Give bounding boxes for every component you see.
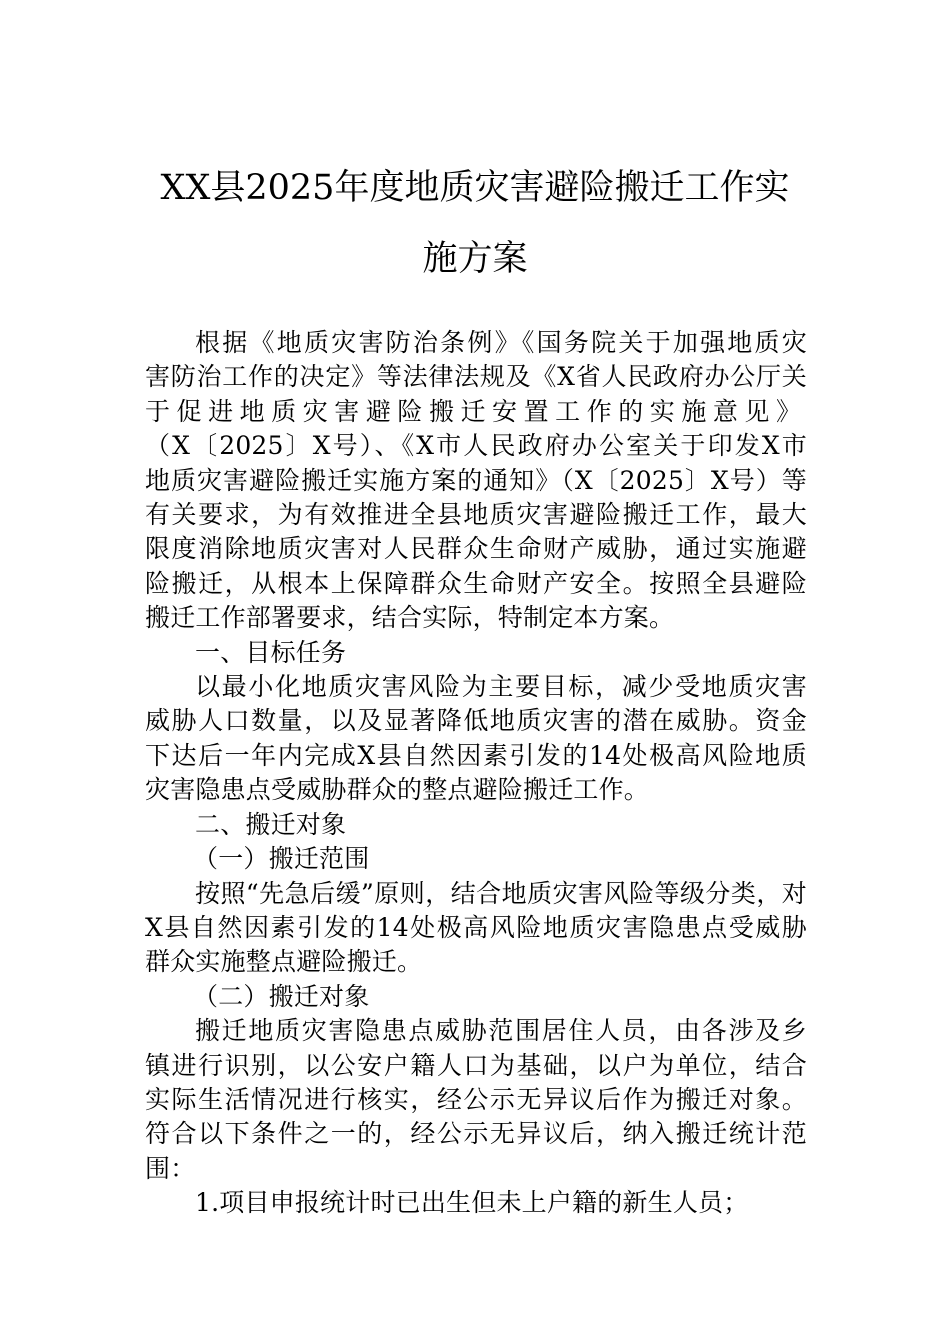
targets-paragraph-line: 围： — [145, 1153, 196, 1183]
scope-paragraph-line: X县自然因素引发的14处极高风险地质灾害隐患点受威胁 — [145, 912, 807, 942]
targets-paragraph-line: 搬迁地质灾害隐患点威胁范围居住人员，由各涉及乡 — [195, 1016, 807, 1046]
intro-paragraph-line: 根据《地质灾害防治条例》《国务院关于加强地质灾 — [195, 328, 807, 357]
subsection-heading-scope: （一）搬迁范围 — [193, 844, 370, 874]
targets-paragraph-line: 符合以下条件之一的，经公示无异议后，纳入搬迁统计范 — [145, 1119, 807, 1149]
section-heading-relocation-targets: 二、搬迁对象 — [195, 809, 347, 839]
intro-paragraph-line: 限度消除地质灾害对人民群众生命财产威胁，通过实施避 — [145, 534, 807, 564]
section-heading-goals: 一、目标任务 — [195, 637, 347, 667]
document-body — [145, 326, 807, 1221]
intro-paragraph-line: 险搬迁，从根本上保障群众生命财产安全。按照全县避险 — [145, 568, 807, 598]
intro-paragraph-line: （X〔2025〕X号）、《X市人民政府办公室关于印发X市 — [145, 431, 807, 461]
subsection-heading-targets: （二）搬迁对象 — [193, 981, 370, 1011]
goal-paragraph-line: 下达后一年内完成X县自然因素引发的14处极高风险地质 — [145, 740, 807, 770]
scope-paragraph-line: 群众实施整点避险搬迁。 — [145, 947, 423, 977]
goal-paragraph-line: 以最小化地质灾害风险为主要目标，减少受地质灾害 — [195, 672, 807, 702]
intro-paragraph-line: 害防治工作的决定》等法律法规及《X省人民政府办公厅关 — [145, 362, 807, 392]
intro-paragraph-line: 搬迁工作部署要求，结合实际，特制定本方案。 — [145, 603, 675, 633]
intro-paragraph-line: 有关要求，为有效推进全县地质灾害避险搬迁工作，最大 — [145, 500, 807, 530]
goal-paragraph-line: 威胁人口数量，以及显著降低地质灾害的潜在威胁。资金 — [145, 706, 807, 736]
intro-paragraph-line: 地质灾害避险搬迁实施方案的通知》（X〔2025〕X号）等 — [145, 465, 807, 495]
intro-paragraph-line: 于促进地质灾害避险搬迁安置工作的实施意见》 — [145, 396, 807, 426]
targets-paragraph-line: 镇进行识别，以公安户籍人口为基础，以户为单位，结合 — [145, 1050, 807, 1080]
document-title-line-1: XX县2025年度地质灾害避险搬迁工作实 — [160, 168, 790, 208]
scope-paragraph-line: 按照“先急后缓”原则，结合地质灾害风险等级分类，对 — [195, 878, 807, 908]
goal-paragraph-line: 灾害隐患点受威胁群众的整点避险搬迁工作。 — [145, 775, 650, 805]
document-title-line-2: 施方案 — [422, 239, 528, 279]
list-item: 1.项目申报统计时已出生但未上户籍的新生人员； — [195, 1188, 749, 1218]
targets-paragraph-line: 实际生活情况进行核实，经公示无异议后作为搬迁对象。 — [145, 1084, 807, 1114]
